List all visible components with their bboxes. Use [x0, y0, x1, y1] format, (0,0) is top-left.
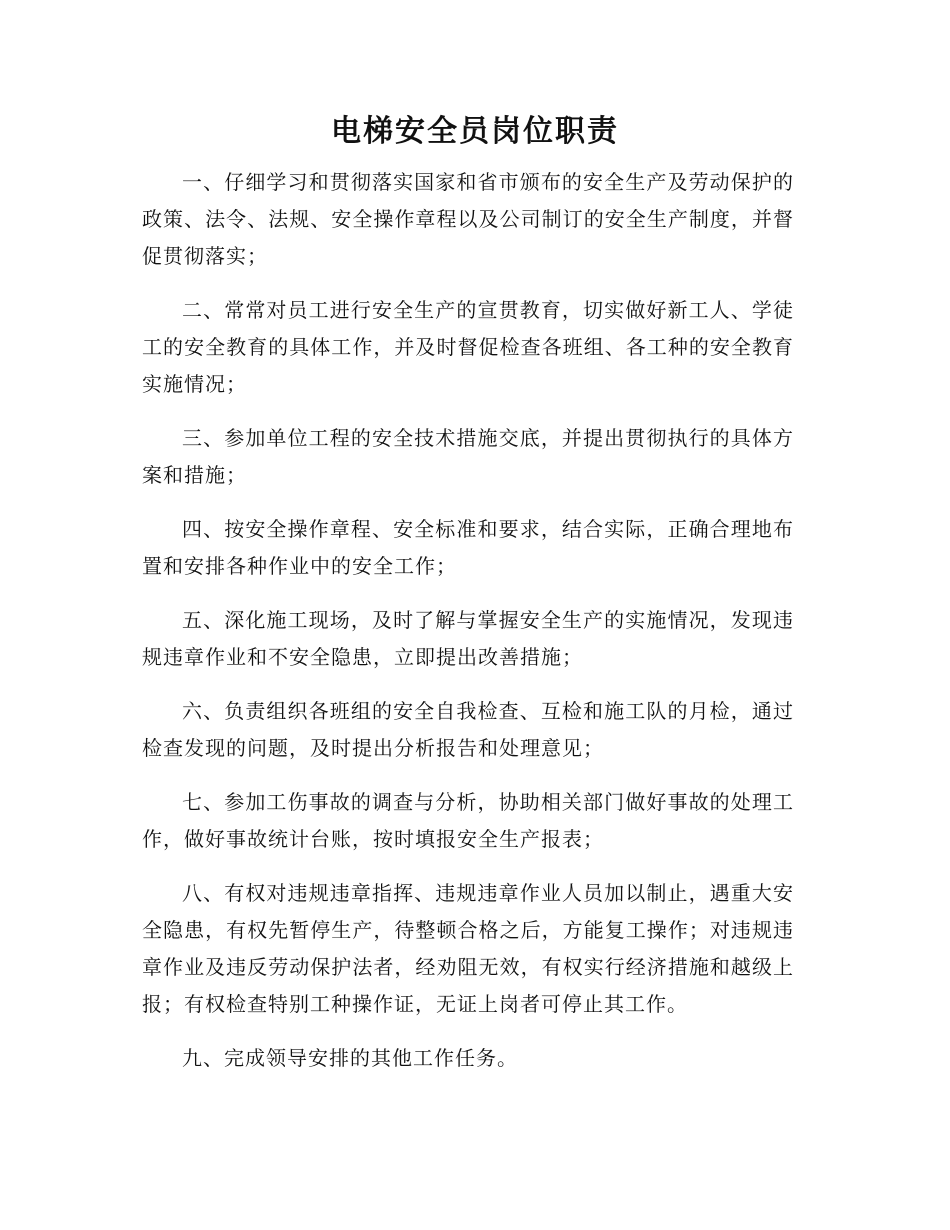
paragraph-1: 一、仔细学习和贯彻落实国家和省市颁布的安全生产及劳动保护的政策、法令、法规、安全操作章程以及公司制订的安全生产制度，并督促贯彻落实； [142, 170, 794, 268]
paragraph-2: 二、常常对员工进行安全生产的宣贯教育，切实做好新工人、学徒工的安全教育的具体工作，并及时督促检查各班组、各工种的安全教育实施情况； [142, 298, 794, 396]
paragraph-3: 三、参加单位工程的安全技术措施交底，并提出贯彻执行的具体方案和措施； [142, 426, 794, 487]
paragraph-8: 八、有权对违规违章指挥、违规违章作业人员加以制止，遇重大安全隐患，有权先暂停生产，待整顿合格之后，方能复工操作；对违规违章作业及违反劳动保护法者，经劝阻无效，有权实行经济措施和越级上报；有权检查特别工种操作证，无证上岗者可停止其工作。 [142, 881, 794, 1016]
paragraph-6: 六、负责组织各班组的安全自我检查、互检和施工队的月检，通过检查发现的问题，及时提出分析报告和处理意见； [142, 699, 794, 760]
document-title: 电梯安全员岗位职责 [331, 114, 619, 149]
paragraph-5: 五、深化施工现场，及时了解与掌握安全生产的实施情况，发现违规违章作业和不安全隐患，立即提出改善措施； [142, 608, 794, 669]
document-body [142, 164, 794, 1094]
paragraph-7: 七、参加工伤事故的调查与分析，协助相关部门做好事故的处理工作，做好事故统计台账，按时填报安全生产报表； [142, 790, 794, 851]
paragraph-4: 四、按安全操作章程、安全标准和要求，结合实际，正确合理地布置和安排各种作业中的安全工作； [142, 517, 794, 578]
paragraph-9: 九、完成领导安排的其他工作任务。 [182, 1046, 518, 1070]
